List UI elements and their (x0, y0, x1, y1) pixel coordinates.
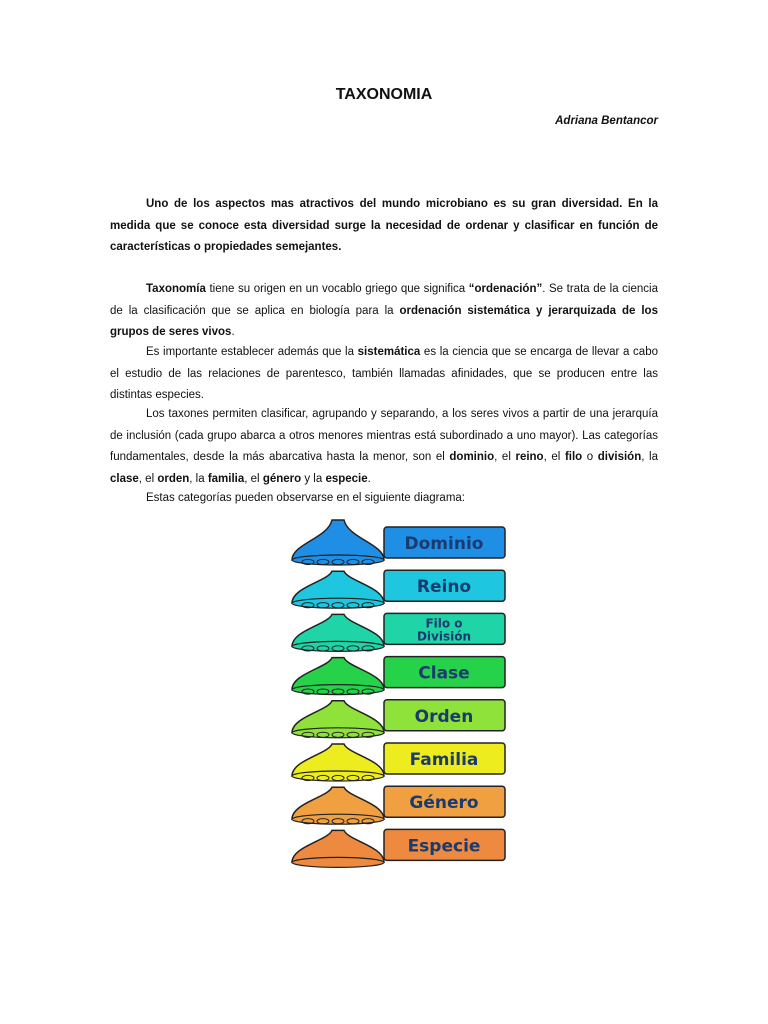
term-filo: filo (564, 451, 583, 463)
diagram-intro-paragraph (110, 488, 658, 510)
term-genero: género (262, 472, 302, 485)
p5-text: Estas categorías pueden observarse en el siguiente diagrama: (146, 492, 466, 504)
level-base-especie (292, 857, 384, 867)
p4-sep: , el (494, 451, 516, 463)
term-ordenacion-sistematica: ordenación sistemática y jerarquizada de los grupos de seres vivos (110, 304, 658, 338)
term-familia: familia (207, 472, 245, 485)
taxonomy-definition-paragraph (110, 279, 658, 344)
level-label-gnero: Género (409, 793, 479, 814)
term-dominio: dominio (449, 451, 495, 463)
term-especie: especie (325, 472, 368, 485)
level-bell-dominio (292, 520, 384, 560)
intro-text: Uno de los aspectos mas atractivos del mundo microbiano es su gran diversidad. En la medida que se conoce esta diversidad surge la necesidad de ordenar y clasificar en función de características o propiedades semejantes. (110, 198, 658, 253)
level-label-division: División (416, 629, 472, 644)
document-author: Adriana Bentancor (555, 115, 658, 127)
level-label-especie: Especie (407, 836, 481, 857)
level-label-orden: Orden (414, 706, 474, 727)
term-orden: orden (157, 472, 190, 485)
p3-text-2: es la ciencia que se encarga de llevar a cabo el estudio de las relaciones de parentesco, también llamadas afinidades, que se producen entre las distintas especies. (110, 346, 658, 401)
intro-paragraph (110, 194, 658, 259)
term-taxonomia: Taxonomía (146, 283, 206, 295)
level-label-dominio: Dominio (404, 534, 484, 554)
p2-text-1: tiene su origen en un vocablo griego que significa (205, 283, 469, 295)
p4-sep: , el (543, 451, 565, 463)
taxonomy-diagram (288, 516, 512, 880)
term-clase: clase (110, 472, 139, 485)
p4-sep: o (582, 451, 598, 463)
p4-sep: . (367, 472, 371, 485)
level-label-clase: Clase (418, 663, 470, 684)
p4-text-1: Los taxones permiten clasificar, agrupando y separando, a los seres vivos a partir de una jerarquía de inclusión (cada grupo abarca a otros menores mientras está subordinado a uno mayor). Las categorías fundamentales, desde la más abarcativa hasta la menor, son el (110, 408, 658, 463)
systematics-paragraph (110, 342, 658, 407)
term-division: división (597, 451, 642, 463)
term-ordenacion: “ordenación” (468, 283, 543, 295)
p2-text-2: . Se trata de la ciencia de la clasificación que se aplica en biología para la (110, 283, 658, 317)
level-label-reino: Reino (416, 577, 472, 598)
level-label-filoo: Filo o (425, 616, 463, 631)
term-reino: reino (515, 451, 544, 463)
document-title: TAXONOMIA (335, 86, 433, 103)
taxa-paragraph (110, 404, 658, 490)
p4-sep: y la (301, 472, 326, 485)
term-sistematica: sistemática (357, 346, 421, 358)
p2-text-3: . (231, 326, 235, 338)
p4-sep: , la (641, 451, 658, 463)
level-label-familia: Familia (409, 750, 479, 770)
p4-sep: , el (138, 472, 158, 485)
p4-sep: , el (244, 472, 263, 485)
p4-sep: , la (189, 472, 208, 485)
p3-text-1: Es importante establecer además que la (146, 346, 358, 358)
